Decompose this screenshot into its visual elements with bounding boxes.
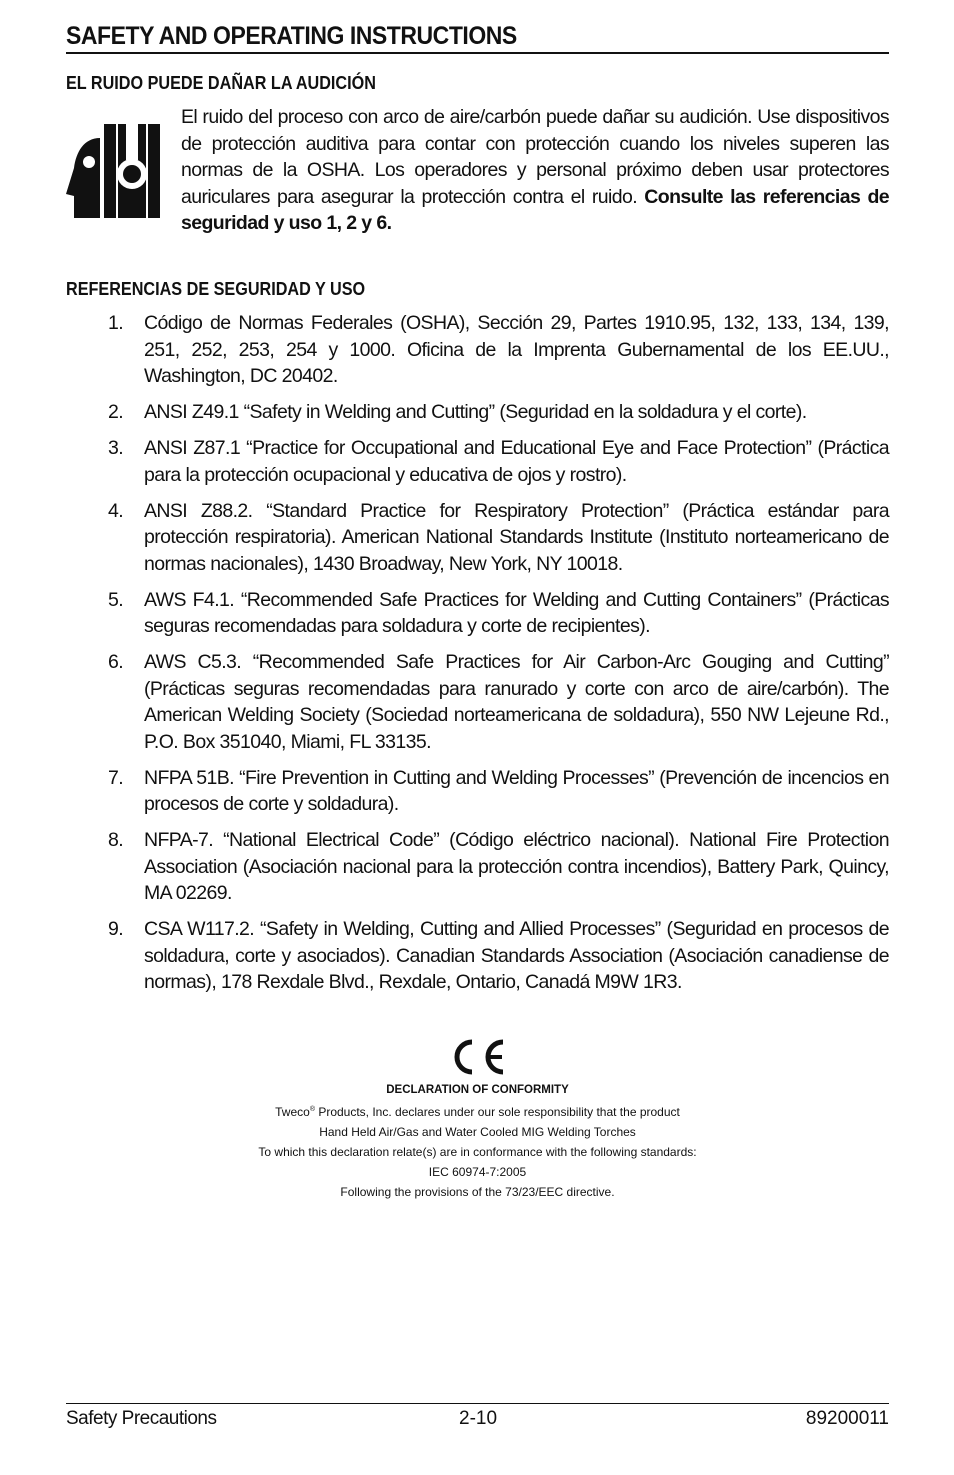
footer-section-name: Safety Precautions [66, 1408, 217, 1429]
footer-divider [66, 1403, 889, 1404]
ce-mark-icon [447, 1036, 507, 1078]
list-item-text: Código de Normas Federales (OSHA), Sección 29, Partes 1910.95, 132, 133, 134, 139, 251, 252, 253, 254 y 1000. Oficina de la Imprenta Gubernamental de los EE.UU., Washington, DC 20402. [144, 312, 889, 387]
references-list [66, 310, 889, 1005]
declaration-line-4: IEC 60974-7:2005 [428, 1165, 527, 1179]
list-item [66, 498, 889, 578]
hearing-protection-icon [66, 124, 174, 218]
declaration-line-1 [66, 1100, 889, 1122]
list-item-number: 7. [108, 766, 124, 789]
noise-text-bold: Consulte las referencias de seguridad y uso 1, 2 y 6. [181, 185, 890, 234]
list-item-text: NFPA-7. “National Electrical Code” (Código eléctrico nacional). National Fire Protection Association (Asociación nacional para la protección contra incendios), Battery Park, Quincy, MA 02269. [144, 829, 889, 904]
references-section-heading: REFERENCIAS DE SEGURIDAD Y USO [66, 279, 366, 299]
declaration-title: DECLARATION OF CONFORMITY [386, 1084, 569, 1096]
declaration-line-3: To which this declaration relate(s) are in conformance with the following standards: [258, 1145, 697, 1159]
list-item-text: AWS C5.3. “Recommended Safe Practices for Air Carbon-Arc Gouging and Cutting” (Prácticas seguras recomendadas para ranurado y corte con arco de aire/carbón). The American Welding Society (Sociedad norteamericana de soldadura), 550 NW Lejeune Rd., P.O. Box 351040, Miami, FL 33135. [144, 651, 889, 753]
list-item [66, 827, 889, 907]
list-item [66, 399, 889, 426]
list-item-text: ANSI Z49.1 “Safety in Welding and Cutting” (Seguridad en la soldadura y el corte). [144, 401, 807, 423]
footer-page-number: 2-10 [459, 1408, 498, 1429]
declaration-line-2: Hand Held Air/Gas and Water Cooled MIG Welding Torches [319, 1125, 636, 1139]
list-item-number: 1. [108, 312, 124, 334]
list-item [66, 765, 889, 818]
list-item [66, 649, 889, 755]
list-item [66, 435, 889, 488]
list-item-number: 5. [108, 588, 124, 611]
title-divider [66, 52, 889, 54]
footer [66, 1408, 889, 1432]
list-item-text: NFPA 51B. “Fire Prevention in Cutting and Welding Processes” (Prevención de incencios en procesos de corte y soldadura). [144, 766, 889, 815]
list-item-number: 3. [108, 437, 124, 459]
page-title: SAFETY AND OPERATING INSTRUCTIONS [66, 22, 517, 50]
noise-paragraph [181, 104, 889, 237]
list-item-number: 4. [108, 499, 124, 522]
list-item-text: AWS F4.1. “Recommended Safe Practices for Welding and Cutting Containers” (Prácticas seguras recomendadas para soldadura y corte de recipientes). [144, 588, 889, 637]
list-item [66, 587, 889, 640]
list-item [66, 310, 889, 390]
declaration-of-conformity [66, 1080, 889, 1202]
brand-name: Tweco [275, 1105, 310, 1119]
noise-text: El ruido del proceso con arco de aire/carbón puede dañar su audición. Use dispositivos de protección auditiva para contar con protección cuando los niveles superen las normas de la OSHA. Los operadores y personal próximo deben usar protectores auriculares para asegurar la protección contra el ruido. [181, 106, 889, 208]
list-item-number: 8. [108, 829, 124, 851]
registered-mark: ® [309, 1106, 315, 1113]
list-item-text: CSA W117.2. “Safety in Welding, Cutting and Allied Processes” (Seguridad en procesos de soldadura, corte y asociados). Canadian Standards Association (Asociación canadiense de normas), 178 Rexdale Blvd., Rexdale, Ontario, Canadá M9W 1R3. [144, 918, 889, 993]
list-item [66, 916, 889, 996]
footer-document-number: 89200011 [805, 1408, 889, 1429]
list-item-number: 2. [108, 401, 124, 423]
list-item-number: 6. [108, 651, 124, 673]
noise-section-heading: EL RUIDO PUEDE DAÑAR LA AUDICIÓN [66, 73, 376, 93]
list-item-number: 9. [108, 918, 124, 940]
page [66, 0, 889, 1475]
declaration-line-5: Following the provisions of the 73/23/EEC directive. [340, 1185, 615, 1199]
list-item-text: ANSI Z87.1 “Practice for Occupational and Educational Eye and Face Protection” (Práctica para la protección ocupacional y educativa de ojos y rostro). [144, 437, 889, 486]
list-item-text: ANSI Z88.2. “Standard Practice for Respiratory Protection” (Práctica estándar para protección respiratoria). American National Standards Institute (Instituto norteamericano de normas nacionales), 1430 Broadway, New York, NY 10018. [144, 499, 889, 575]
declaration-line-1-text: Products, Inc. declares under our sole responsibility that the product [314, 1105, 680, 1119]
